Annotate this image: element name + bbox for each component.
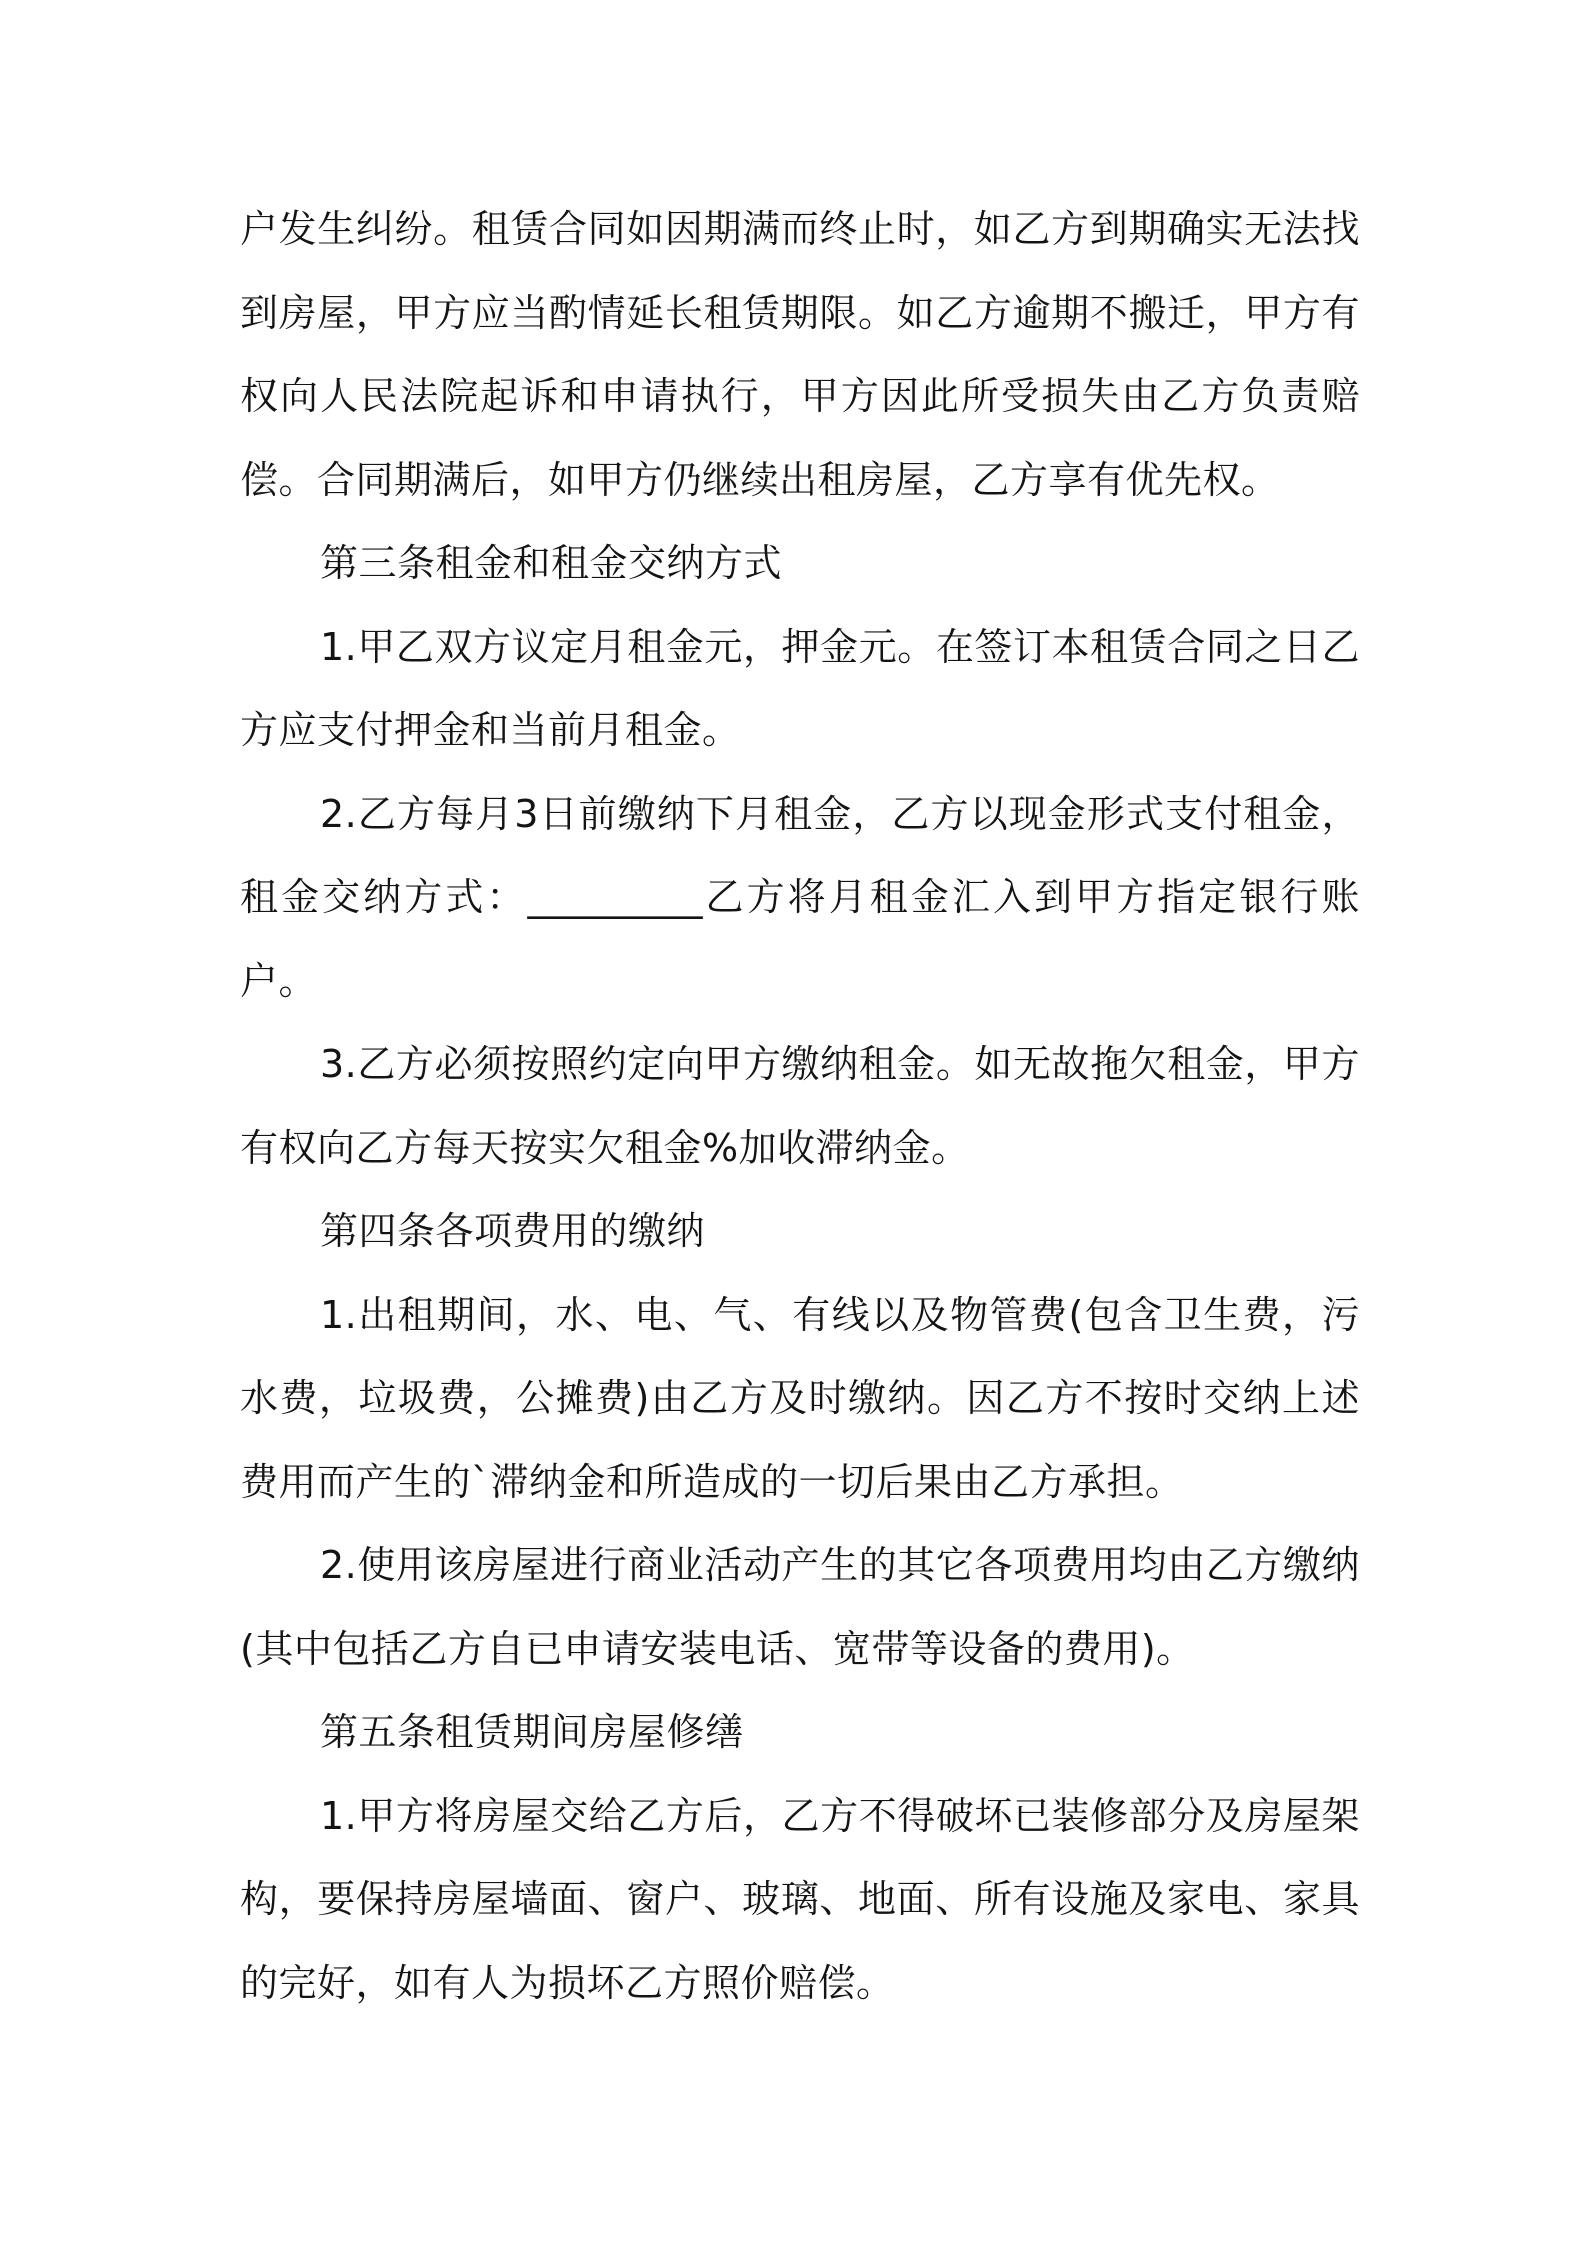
article-4-heading: 第四条各项费用的缴纳 (320, 1209, 706, 1253)
paragraph-continuation: 户发生纠纷。租赁合同如因期满而终止时，如乙方到期确实无法找到房屋，甲方应当酌情延长租赁期限。如乙方逾期不搬迁，甲方有权向人民法院起诉和申请执行，甲方因此所受损失由乙方负责赔偿。合同期满后，如甲方仍继续出租房屋，乙方享有优先权。 (240, 207, 1360, 502)
article-3-heading: 第三条租金和租金交纳方式 (320, 541, 783, 585)
article-5-heading: 第五条租赁期间房屋修缮 (320, 1710, 744, 1754)
article-4-clause-1: 1.出租期间，水、电、气、有线以及物管费(包含卫生费，污水费，垃圾费，公摊费)由乙方及时缴纳。因乙方不按时交纳上述费用而产生的`滞纳金和所造成的一切后果由乙方承担。 (240, 1292, 1360, 1504)
article-4-clause-2: 2.使用该房屋进行商业活动产生的其它各项费用均由乙方缴纳(其中包括乙方自已申请安装电话、宽带等设备的费用)。 (240, 1543, 1360, 1671)
article-3-clause-1: 1.甲乙双方议定月租金元，押金元。在签订本租赁合同之日乙方应支付押金和当前月租金。 (240, 624, 1360, 752)
article-5-clause-1: 1.甲方将房屋交给乙方后，乙方不得破坏已装修部分及房屋架构，要保持房屋墙面、窗户、玻璃、地面、所有设施及家电、家具的完好，如有人为损坏乙方照价赔偿。 (240, 1793, 1360, 2005)
document-body (240, 188, 1360, 2025)
article-3-clause-3: 3.乙方必须按照约定向甲方缴纳租金。如无故拖欠租金，甲方有权向乙方每天按实欠租金%加收滞纳金。 (240, 1042, 1360, 1170)
article-3-clause-2: 2.乙方每月3日前缴纳下月租金，乙方以现金形式支付租金，租金交纳方式：_________乙方将月租金汇入到甲方指定银行账户。 (240, 791, 1360, 1003)
